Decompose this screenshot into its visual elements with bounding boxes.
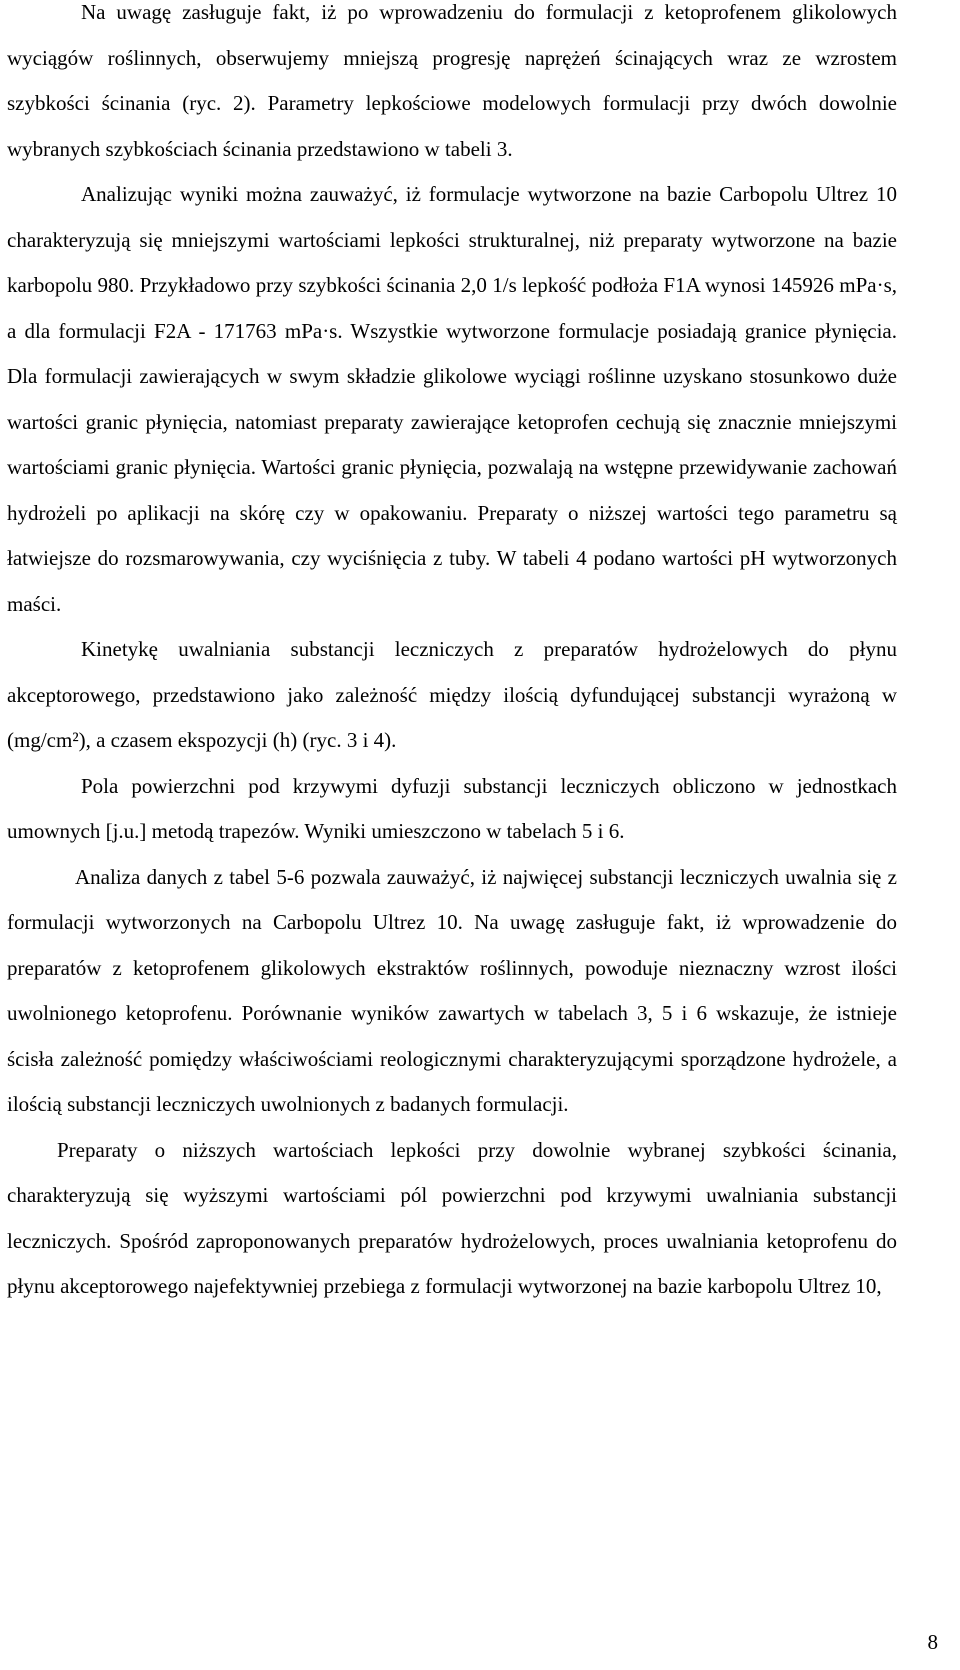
paragraph-viscosity-progression: Na uwagę zasługuje fakt, iż po wprowadzeniu do formulacji z ketoprofenem glikolowych wyciągów roślinnych, obserwujemy mniejszą progresję naprężeń ścinających wraz ze wzrostem szybkości ścinania (ryc. 2). Parametry lepkościowe modelowych formulacji przy dwóch dowolnie wybranych szybkościach ścinania przedstawiono w tabeli 3. — [7, 0, 897, 161]
paragraph-area-under-curve: Pola powierzchni pod krzywymi dyfuzji substancji leczniczych obliczono w jednostkach umownych [j.u.] metodą trapezów. Wyniki umieszczono w tabelach 5 i 6. — [7, 773, 897, 843]
page-number: 8 — [927, 1630, 938, 1654]
paragraph-data-analysis: Analiza danych z tabel 5-6 pozwala zauważyć, iż najwięcej substancji leczniczych uwalnia się z formulacji wytworzonych na Carbopolu Ultrez 10. Na uwagę zasługuje fakt, iż wprowadzenie do preparatów z ketoprofenem glikolowych ekstraktów roślinnych, powoduje nieznaczny wzrost ilości uwolnionego ketoprofenu. Porównanie wyników zawartych w tabelach 3, 5 i 6 wskazuje, że istnieje ścisła zależność pomiędzy właściwościami reologicznymi charakteryzującymi sporządzone hydrożele, a ilością substancji leczniczych uwolnionych z badanych formulacji. — [7, 864, 897, 1116]
paragraph-conclusion: Preparaty o niższych wartościach lepkości przy dowolnie wybranej szybkości ścinania, charakteryzują się wyższymi wartościami pól powierzchni pod krzywymi uwalniania substancji leczniczych. Spośród zaproponowanych preparatów hydrożelowych, proces uwalniania ketoprofenu do płynu akceptorowego najefektywniej przebiega z formulacji wytworzonej na bazie karbopolu Ultrez 10, — [7, 1137, 897, 1298]
paragraph-viscosity-analysis: Analizując wyniki można zauważyć, iż formulacje wytworzone na bazie Carbopolu Ultrez 10 charakteryzują się mniejszymi wartościami lepkości strukturalnej, niż preparaty wytworzone na bazie karbopolu 980. Przykładowo przy szybkości ścinania 2,0 1/s lepkość podłoża F1A wynosi 145926 mPa·s, a dla formulacji F2A - 171763 mPa·s. Wszystkie wytworzone formulacje posiadają granice płynięcia. Dla formulacji zawierających w swym składzie glikolowe wyciągi roślinne uzyskano stosunkowo duże wartości granic płynięcia, natomiast preparaty zawierające ketoprofen cechują się znacznie mniejszymi wartościami granic płynięcia. Wartości granic płynięcia, pozwalają na wstępne przewidywanie zachowań hydrożeli po aplikacji na skórę czy w opakowaniu. Preparaty o niższej wartości tego parametru są łatwiejsze do rozsmarowywania, czy wyciśnięcia z tuby. W tabeli 4 podano wartości pH wytworzonych maści. — [7, 182, 897, 616]
document-page — [7, 0, 897, 1310]
paragraph-release-kinetics: Kinetykę uwalniania substancji leczniczych z preparatów hydrożelowych do płynu akceptorowego, przedstawiono jako zależność między ilością dyfundującej substancji wyrażoną w (mg/cm²), a czasem ekspozycji (h) (ryc. 3 i 4). — [7, 637, 897, 752]
